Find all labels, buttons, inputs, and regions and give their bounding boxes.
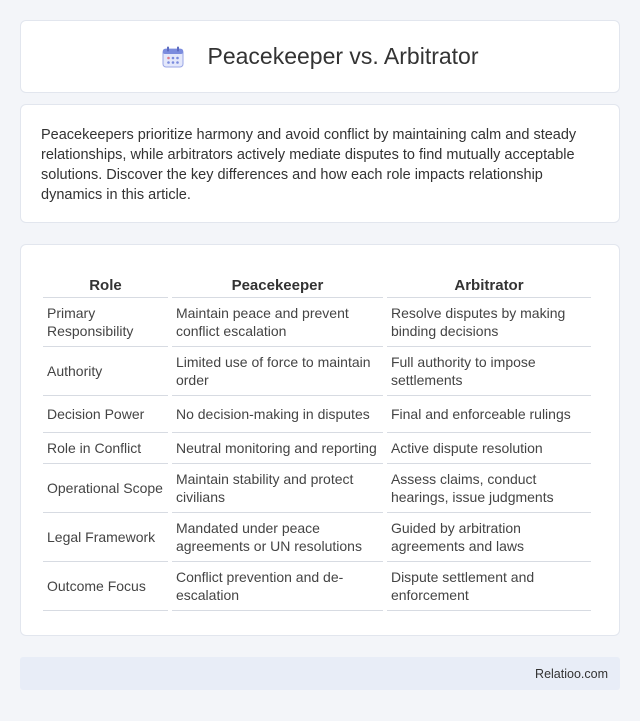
column-header-arbitrator: Arbitrator — [387, 265, 591, 298]
table-row — [43, 298, 591, 347]
table-cell: Decision Power — [43, 396, 168, 433]
table-row — [43, 464, 591, 513]
table-cell: Active dispute resolution — [387, 433, 591, 464]
table-row — [43, 347, 591, 396]
page-title: Peacekeeper vs. Arbitrator — [207, 43, 479, 69]
table-cell: Conflict prevention and de-escalation — [172, 562, 383, 611]
column-header-peacekeeper: Peacekeeper — [172, 265, 383, 298]
table-row — [43, 562, 591, 611]
table-cell: Role in Conflict — [43, 433, 168, 464]
table-cell: Limited use of force to maintain order — [172, 347, 383, 396]
table-cell: Final and enforceable rulings — [387, 396, 591, 433]
table-row — [43, 433, 591, 464]
table-header-row — [43, 265, 591, 298]
table-cell: Guided by arbitration agreements and laws — [387, 513, 591, 562]
table-cell: Neutral monitoring and reporting — [172, 433, 383, 464]
table-cell: Primary Responsibility — [43, 298, 168, 347]
title-card — [20, 20, 620, 93]
table-cell: Full authority to impose settlements — [387, 347, 591, 396]
table-cell: Operational Scope — [43, 464, 168, 513]
comparison-card — [20, 244, 620, 636]
table-cell: Assess claims, conduct hearings, issue judgments — [387, 464, 591, 513]
footer-brand[interactable]: Relatioo.com — [535, 666, 608, 681]
intro-text: Peacekeepers prioritize harmony and avoid conflict by maintaining calm and steady relationships, while arbitrators actively mediate disputes to find mutually acceptable solutions. Discover the key differences and how each role impacts relationship dynamics in this article. — [41, 127, 577, 203]
table-cell: Outcome Focus — [43, 562, 168, 611]
calendar-icon — [161, 45, 185, 69]
comparison-table — [39, 265, 595, 611]
column-header-role: Role — [43, 265, 168, 298]
table-row — [43, 396, 591, 433]
table-cell: Legal Framework — [43, 513, 168, 562]
table-cell: Authority — [43, 347, 168, 396]
table-cell: Maintain peace and prevent conflict escalation — [172, 298, 383, 347]
table-cell: Resolve disputes by making binding decisions — [387, 298, 591, 347]
intro-card — [20, 104, 620, 223]
table-cell: No decision-making in disputes — [172, 396, 383, 433]
table-cell: Dispute settlement and enforcement — [387, 562, 591, 611]
table-row — [43, 513, 591, 562]
table-cell: Mandated under peace agreements or UN resolutions — [172, 513, 383, 562]
footer-bar — [20, 657, 620, 690]
table-cell: Maintain stability and protect civilians — [172, 464, 383, 513]
